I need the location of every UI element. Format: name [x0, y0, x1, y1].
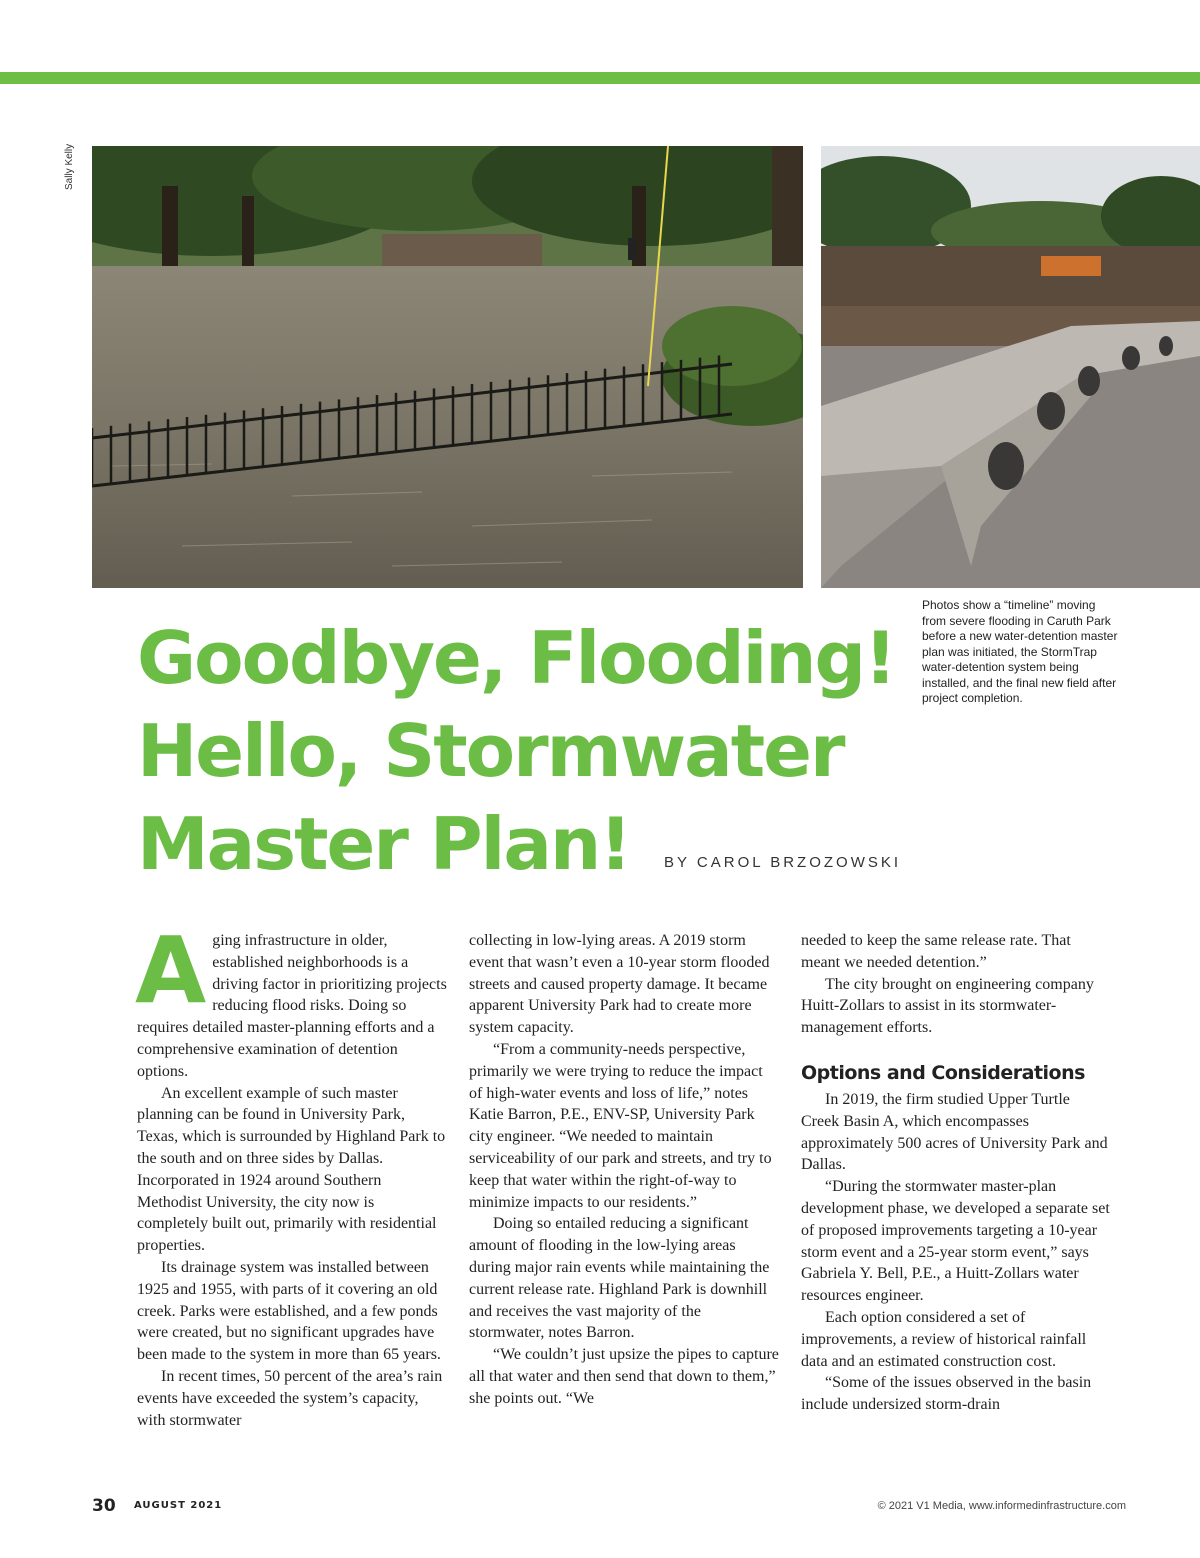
photo-caption: Photos show a “timeline” moving from severe flooding in Caruth Park before a new water-detention master plan was initiated, the StormTrap water-detention system being installed, and the final new field after project completion.	[922, 598, 1118, 705]
paragraph: “We couldn’t just upsize the pipes to capture all that water and then send that down to them,” she points out. “We	[469, 1346, 779, 1407]
article-headline	[137, 612, 895, 891]
paragraph: The city brought on engineering company Huitt-Zollars to assist in its stormwater-management efforts.	[801, 975, 1094, 1037]
article-column-1	[135, 917, 447, 1431]
paragraph: An excellent example of such master planning can be found in University Park, Texas, which is surrounded by Highland Park to the south and on three sides by Dallas. Incorporated in 1924 around Southern Methodist University, the city now is completely built out, primarily with residential properties.	[137, 1084, 446, 1255]
issue-date: AUGUST 2021	[134, 1500, 223, 1511]
photo-credit: Sally Kelly	[64, 143, 75, 190]
paragraph: collecting in low-lying areas. A 2019 storm event that wasn’t even a 10-year storm flooded streets and caused property damage. It became apparent University Park had to create more system capacity.	[469, 932, 770, 1037]
paragraph: “During the stormwater master-plan development phase, we developed a separate set of proposed improvements targeting a 10-year storm event and a 25-year storm event,” says Gabriela Y. Bell, P.E., a Huitt-Zollars water resources engineer.	[801, 1178, 1110, 1305]
paragraph: In recent times, 50 percent of the area’s rain events have exceeded the system’s capacity, with stormwater	[137, 1367, 443, 1429]
headline-line: Goodbye, Flooding!	[137, 616, 895, 700]
flooded-park-photo	[92, 146, 803, 588]
paragraph-text: ging infrastructure in older, established neighborhoods is a driving factor in prioritizing projects reducing flood risks. Doing so requires detailed master-planning efforts and a comprehensive examination of detention options.	[137, 932, 447, 1080]
stormtrap-installation-photo	[821, 146, 1200, 588]
drop-cap: A	[135, 917, 207, 1024]
paragraph: Doing so entailed reducing a significant amount of flooding in the low-lying areas during major rain events while maintaining the current release rate. Highland Park is downhill and receives the vast majority of the stormwater, notes Barron.	[469, 1215, 770, 1342]
paragraph: “From a community-needs perspective, primarily we were trying to reduce the impact of high-water events and loss of life,” notes Katie Barron, P.E., ENV-SP, University Park city engineer. “We needed to maintain serviceability of our park and streets, and try to keep that water within the right-of-way to minimize impacts to our residents.”	[469, 1040, 772, 1211]
article-column-2	[469, 930, 779, 1410]
headline-line: Master Plan!	[137, 802, 631, 886]
page-number: 30	[92, 1496, 116, 1516]
section-subhead: Options and Considerations	[801, 1061, 1085, 1084]
paragraph: “Some of the issues observed in the basin include undersized storm-drain	[801, 1374, 1092, 1414]
article-column-3	[801, 930, 1111, 1416]
byline: BY CAROL BRZOZOWSKI	[664, 854, 902, 871]
paragraph	[135, 917, 447, 1083]
paragraph: Each option considered a set of improvements, a review of historical rainfall data and an estimated construction cost.	[801, 1308, 1087, 1370]
paragraph: Its drainage system was installed between 1925 and 1955, with parts of it covering an old creek. Parks were established, and a few ponds were created, but no significant upgrades have been made to the system in more than 65 years.	[137, 1258, 441, 1364]
paragraph: In 2019, the firm studied Upper Turtle Creek Basin A, which encompasses approximately 500 acres of University Park and Dallas.	[801, 1090, 1108, 1174]
headline-line: Hello, Stormwater	[137, 709, 844, 793]
top-accent-bar	[0, 72, 1200, 84]
paragraph: needed to keep the same release rate. That meant we needed detention.”	[801, 932, 1071, 971]
copyright-notice: © 2021 V1 Media, www.informedinfrastructure.com	[877, 1500, 1126, 1512]
